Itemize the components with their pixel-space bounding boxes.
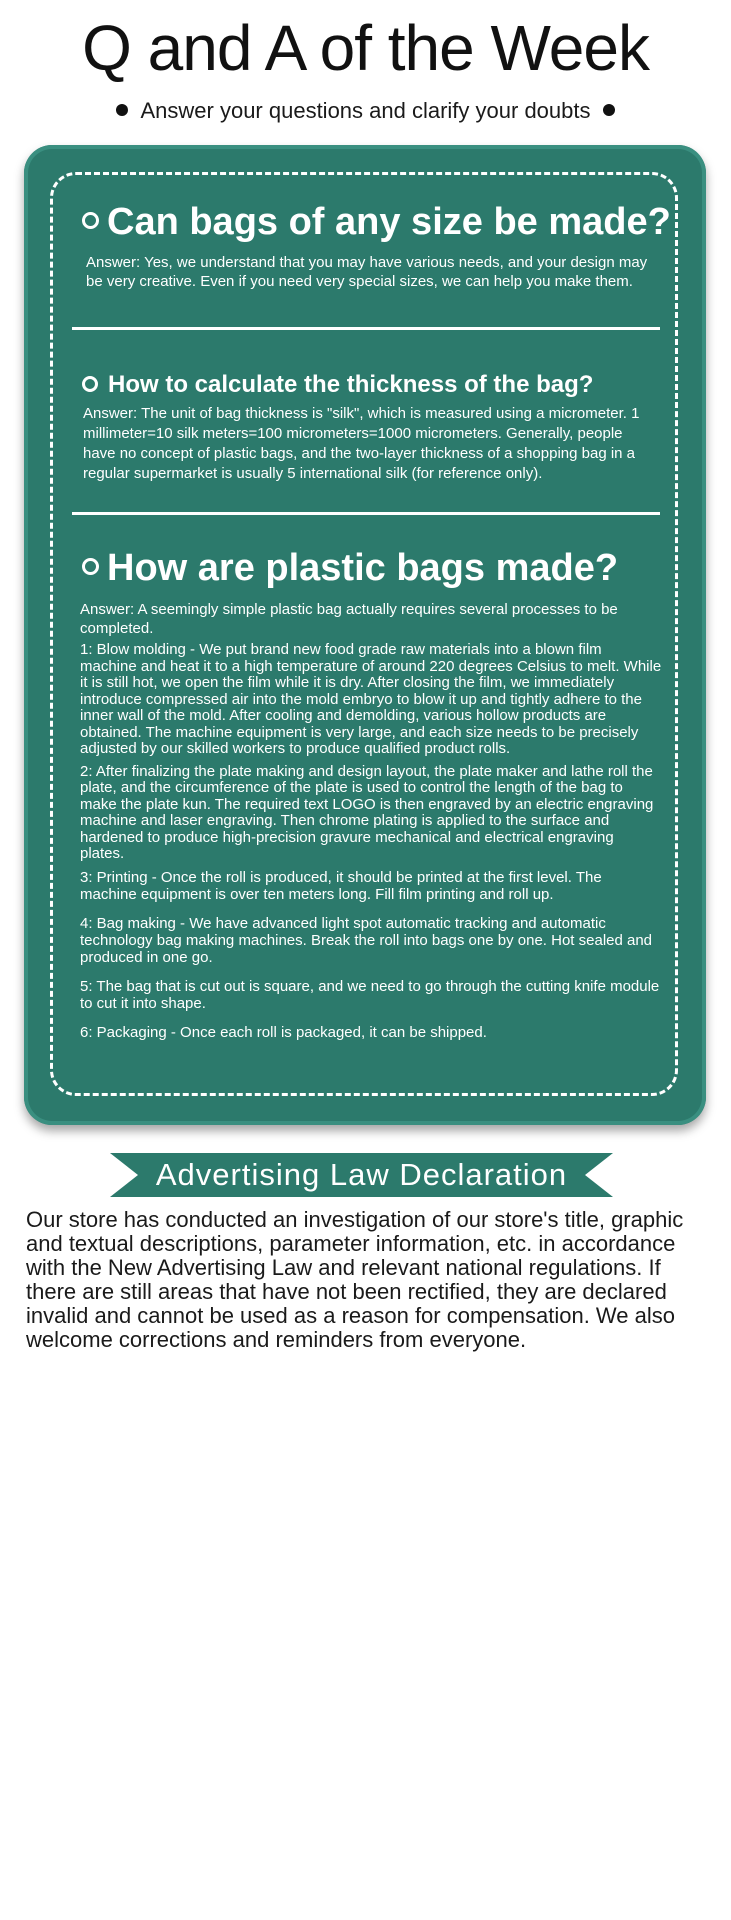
- answer-3-step-1: 1: Blow molding - We put brand new food grade raw materials into a blown film machine and heat it to a high temperature of around 220 degrees Celsius to melt. While it is still hot, we open the film while it is dry. After closing the film, we immediately introduce compressed air into the mold embryo to blow it up and tightly adhere to the inner wall of the mold. After cooling and demolding, various hollow products are obtained. The machine equipment is very large, and each size needs to be precisely adjusted by our skilled workers to produce qualified product rolls.: [80, 641, 662, 757]
- answer-3-step-6: 6: Packaging - Once each roll is packaged, it can be shipped.: [80, 1023, 487, 1041]
- answer-3-step-4: 4: Bag making - We have advanced light spot automatic tracking and automatic technology bag making machines. Break the roll into bags one by one. Hot sealed and produced in one go.: [80, 914, 653, 966]
- answer-1-paragraph: Answer: Yes, we understand that you may have various needs, and your design may be very creative. Even if you need very special sizes, we can help you make them.: [86, 254, 648, 290]
- answer-2: [83, 404, 659, 490]
- answer-1: [86, 253, 666, 297]
- question-2-text: How to calculate the thickness of the bag?: [108, 371, 594, 398]
- question-1: [82, 198, 671, 246]
- question-2: [82, 368, 593, 402]
- answer-3-intro: Answer: A seemingly simple plastic bag actually requires several processes to be completed.: [80, 601, 618, 637]
- answer-3-step-5: 5: The bag that is cut out is square, and we need to go through the cutting knife module to cut it into shape.: [80, 977, 660, 1012]
- page-subtitle: [0, 96, 731, 126]
- bullet-dot-left: [116, 104, 128, 116]
- declaration-banner: [110, 1153, 613, 1197]
- answer-3: [80, 600, 662, 1047]
- circle-bullet-icon: [82, 376, 98, 392]
- answer-3-step-2: 2: After finalizing the plate making and design layout, the plate maker and lathe roll the plate, and the circumference of the plate is used to control the length of the bag to make the plate kun. The required text LOGO is then engraved by an electric engraving machine and laser engraving. Then chrome plating is applied to the surface and hardened to produce high-precision gravure mechanical and electrical engraving plates.: [80, 762, 654, 862]
- divider-2: [72, 512, 660, 515]
- circle-bullet-icon: [82, 212, 99, 229]
- bullet-dot-right: [603, 104, 615, 116]
- question-3: [82, 542, 618, 594]
- declaration-text: Our store has conducted an investigation of our store's title, graphic and textual descriptions, parameter information, etc. in accordance with the New Advertising Law and relevant national regulations. If there are still areas that have not been rectified, they are declared invalid and cannot be used as a reason for compensation. We also welcome corrections and reminders from everyone.: [26, 1207, 684, 1352]
- answer-3-step-3: 3: Printing - Once the roll is produced, it should be printed at the first level. The machine equipment is over ten meters long. Fill film printing and roll up.: [80, 868, 602, 903]
- divider-1: [72, 327, 660, 330]
- question-3-text: How are plastic bags made?: [107, 547, 619, 589]
- circle-bullet-icon: [82, 558, 99, 575]
- declaration-heading: Advertising Law Declaration: [155, 1157, 568, 1192]
- page-title: Q and A of the Week: [82, 12, 649, 84]
- subtitle-text: Answer your questions and clarify your doubts: [140, 98, 591, 123]
- question-1-text: Can bags of any size be made?: [107, 201, 671, 243]
- answer-2-paragraph: Answer: The unit of bag thickness is "silk", which is measured using a micrometer. 1 millimeter=10 silk meters=100 micrometers=1000 micrometers. Generally, people have no concept of plastic bags, and the two-layer thickness of a shopping bag in a regular supermarket is usually 5 international silk (for reference only).: [83, 405, 640, 482]
